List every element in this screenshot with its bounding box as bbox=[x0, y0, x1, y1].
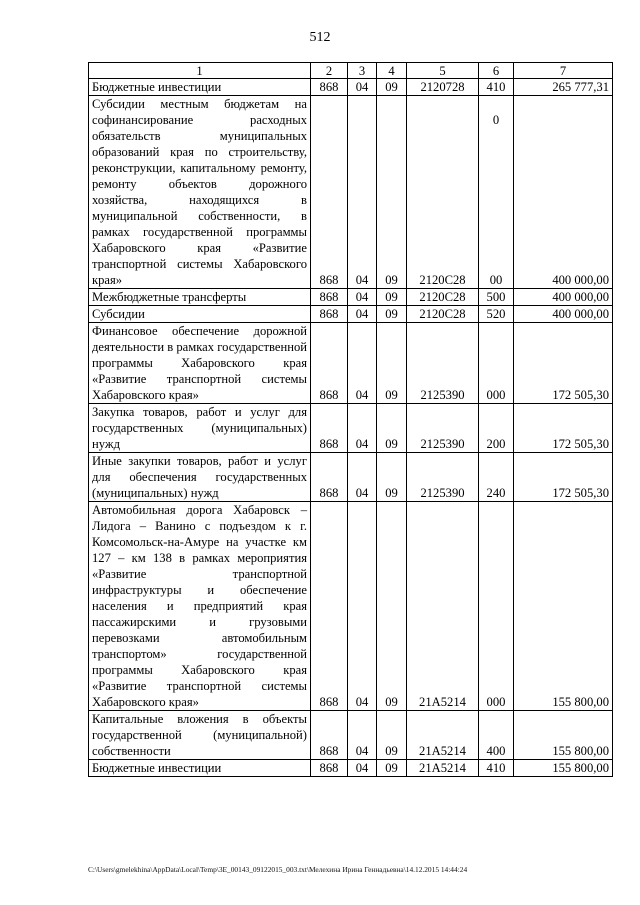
row-amount: 172 505,30 bbox=[514, 453, 613, 502]
column-header: 3 bbox=[348, 63, 377, 79]
table-row bbox=[89, 760, 613, 777]
column-header: 6 bbox=[479, 63, 514, 79]
file-path-footer: C:\Users\gmelekhina\AppData\Local\Temp\3E_00143_09122015_003.txt\Мелехина Ирина Геннадьевна\14.12.2015 14:44:24 bbox=[88, 865, 468, 874]
row-name: Иные закупки товаров, работ и услуг для обеспечения государственных (муниципальных) нужд bbox=[89, 453, 311, 502]
row-target: 2125390 bbox=[407, 404, 479, 453]
row-name: Автомобильная дорога Хабаровск – Лидога – Ванино с подъездом к г. Комсомольск-на-Амуре на участке км 127 – км 138 в рамках мероприятия «Развитие транспортной инфраструктуры и обеспечение населения и предприятий края пассажирскими и грузовыми перевозками автомобильным транспортом» государственной программы Хабаровского края «Развитие транспортной системы Хабаровского края» bbox=[89, 502, 311, 711]
row-subsection: 09 bbox=[377, 502, 407, 711]
row-subsection: 09 bbox=[377, 306, 407, 323]
row-type: 410 bbox=[479, 760, 514, 777]
row-section: 04 bbox=[348, 306, 377, 323]
row-subsection: 09 bbox=[377, 760, 407, 777]
row-name: Закупка товаров, работ и услуг для государственных (муниципальных) нужд bbox=[89, 404, 311, 453]
row-type-stray-digit: 0 bbox=[492, 113, 500, 127]
row-type: 00 bbox=[489, 273, 503, 287]
table-row bbox=[89, 404, 613, 453]
row-code: 868 bbox=[311, 453, 348, 502]
row-type: 240 bbox=[479, 453, 514, 502]
table-row bbox=[89, 323, 613, 404]
row-code: 868 bbox=[311, 323, 348, 404]
row-subsection: 09 bbox=[377, 453, 407, 502]
row-type: 410 bbox=[479, 79, 514, 96]
row-amount: 400 000,00 bbox=[514, 96, 613, 289]
row-target: 21А5214 bbox=[407, 760, 479, 777]
row-name: Субсидии bbox=[89, 306, 311, 323]
row-name: Межбюджетные трансферты bbox=[89, 289, 311, 306]
table-row bbox=[89, 289, 613, 306]
row-target: 2120С28 bbox=[407, 96, 479, 289]
column-header: 1 bbox=[89, 63, 311, 79]
row-section: 04 bbox=[348, 711, 377, 760]
row-code: 868 bbox=[311, 404, 348, 453]
row-type: 400 bbox=[479, 711, 514, 760]
row-amount: 172 505,30 bbox=[514, 404, 613, 453]
row-section: 04 bbox=[348, 404, 377, 453]
row-name: Субсидии местным бюджетам на софинансирование расходных обязательств муниципальных образований края по строительству, реконструкции, капитальному ремонту, ремонту объектов дорожного хозяйства, находящихся в муниципальной собственности, в рамках государственной программы Хабаровского края «Развитие транспортной системы Хабаровского края» bbox=[89, 96, 311, 289]
row-code: 868 bbox=[311, 760, 348, 777]
row-amount: 172 505,30 bbox=[514, 323, 613, 404]
row-code: 868 bbox=[311, 711, 348, 760]
page-number: 512 bbox=[309, 30, 331, 45]
row-target: 2120728 bbox=[407, 79, 479, 96]
row-amount: 265 777,31 bbox=[514, 79, 613, 96]
row-section: 04 bbox=[348, 502, 377, 711]
row-subsection: 09 bbox=[377, 96, 407, 289]
row-type: 000 bbox=[479, 502, 514, 711]
row-name: Финансовое обеспечение дорожной деятельности в рамках государственной программы Хабаровского края «Развитие транспортной системы Хабаровского края» bbox=[89, 323, 311, 404]
row-code: 868 bbox=[311, 306, 348, 323]
row-type: 520 bbox=[479, 306, 514, 323]
row-amount: 155 800,00 bbox=[514, 760, 613, 777]
row-section: 04 bbox=[348, 289, 377, 306]
row-section: 04 bbox=[348, 760, 377, 777]
table-row bbox=[89, 502, 613, 711]
row-subsection: 09 bbox=[377, 404, 407, 453]
row-target: 21А5214 bbox=[407, 502, 479, 711]
row-subsection: 09 bbox=[377, 289, 407, 306]
row-target: 21А5214 bbox=[407, 711, 479, 760]
row-target: 2125390 bbox=[407, 323, 479, 404]
row-code: 868 bbox=[311, 79, 348, 96]
row-amount: 155 800,00 bbox=[514, 502, 613, 711]
column-header: 5 bbox=[407, 63, 479, 79]
row-amount: 400 000,00 bbox=[514, 289, 613, 306]
row-type-cell bbox=[479, 96, 514, 289]
row-type: 500 bbox=[479, 289, 514, 306]
row-code: 868 bbox=[311, 502, 348, 711]
table-row bbox=[89, 96, 613, 289]
row-target: 2120С28 bbox=[407, 289, 479, 306]
row-subsection: 09 bbox=[377, 79, 407, 96]
table-row bbox=[89, 79, 613, 96]
row-subsection: 09 bbox=[377, 323, 407, 404]
row-amount: 400 000,00 bbox=[514, 306, 613, 323]
table-row bbox=[89, 453, 613, 502]
row-subsection: 09 bbox=[377, 711, 407, 760]
row-section: 04 bbox=[348, 96, 377, 289]
row-name: Бюджетные инвестиции bbox=[89, 79, 311, 96]
row-name: Капитальные вложения в объекты государственной (муниципальной) собственности bbox=[89, 711, 311, 760]
budget-table bbox=[88, 62, 613, 777]
row-type: 000 bbox=[479, 323, 514, 404]
row-section: 04 bbox=[348, 323, 377, 404]
column-header: 7 bbox=[514, 63, 613, 79]
row-type: 200 bbox=[479, 404, 514, 453]
row-section: 04 bbox=[348, 79, 377, 96]
row-target: 2125390 bbox=[407, 453, 479, 502]
row-target: 2120С28 bbox=[407, 306, 479, 323]
row-name: Бюджетные инвестиции bbox=[89, 760, 311, 777]
row-code: 868 bbox=[311, 289, 348, 306]
table-row bbox=[89, 306, 613, 323]
row-amount: 155 800,00 bbox=[514, 711, 613, 760]
column-header: 4 bbox=[377, 63, 407, 79]
table-row bbox=[89, 711, 613, 760]
row-code: 868 bbox=[311, 96, 348, 289]
column-header: 2 bbox=[311, 63, 348, 79]
column-number-row bbox=[89, 63, 613, 79]
row-section: 04 bbox=[348, 453, 377, 502]
